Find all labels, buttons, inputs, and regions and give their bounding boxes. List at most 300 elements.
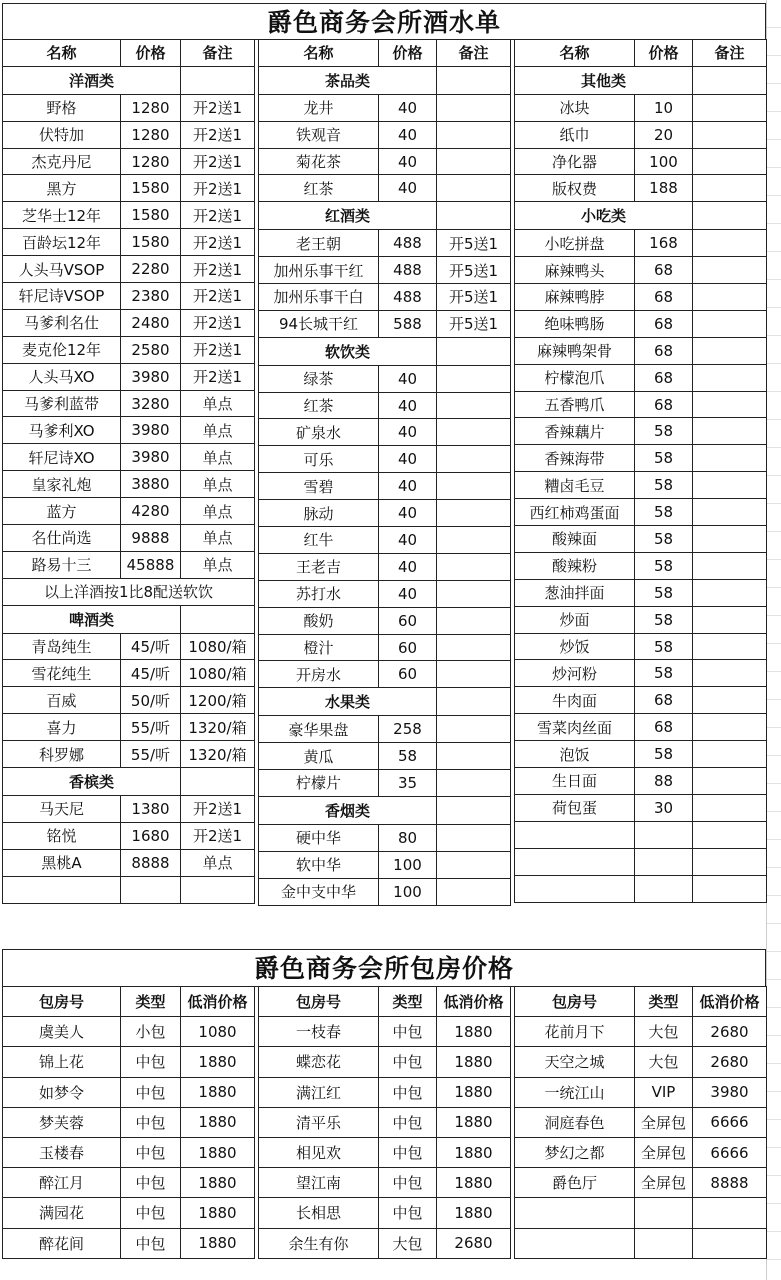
table-row — [515, 148, 767, 175]
note-cell — [437, 175, 511, 202]
price-cell: 68 — [635, 391, 693, 418]
note-cell: 开5送1 — [437, 284, 511, 311]
price-cell: 58 — [635, 526, 693, 553]
item-name-cell: 百威 — [3, 687, 121, 714]
table-row — [3, 822, 255, 849]
table-row — [515, 230, 767, 257]
note-cell — [693, 1228, 767, 1258]
item-name-cell — [515, 821, 635, 848]
price-cell: 1680 — [121, 822, 181, 849]
price-cell: 58 — [379, 743, 437, 770]
price-cell: 488 — [379, 257, 437, 284]
table-row — [259, 175, 511, 202]
item-name-cell: 醉江月 — [3, 1168, 121, 1198]
menu-panel-1 — [2, 39, 255, 904]
price-cell: 35 — [379, 770, 437, 797]
note-cell: 1320/箱 — [181, 714, 255, 741]
menu-panel-3 — [514, 39, 767, 903]
table-row — [3, 336, 255, 363]
table-row — [259, 661, 511, 688]
empty-cell — [437, 202, 511, 230]
table-row — [515, 445, 767, 472]
item-name-cell: 杰克丹尼 — [3, 148, 121, 175]
table-row — [3, 363, 255, 390]
note-cell: 2680 — [693, 1017, 767, 1047]
item-name-cell: 满江红 — [259, 1077, 379, 1107]
price-cell: 中包 — [121, 1137, 181, 1167]
item-name-cell: 版权费 — [515, 175, 635, 202]
item-name-cell: 香辣藕片 — [515, 418, 635, 445]
price-cell: 中包 — [379, 1198, 437, 1228]
column-header: 包房号 — [515, 987, 635, 1017]
table-row — [3, 417, 255, 444]
item-name-cell: 青岛纯生 — [3, 633, 121, 660]
note-cell — [437, 446, 511, 473]
table-row — [259, 230, 511, 257]
category-label: 红酒类 — [259, 202, 437, 230]
note-cell — [693, 579, 767, 606]
table-row — [515, 606, 767, 633]
table-row — [515, 1137, 767, 1167]
note-cell — [693, 526, 767, 553]
item-name-cell: 天空之城 — [515, 1047, 635, 1077]
category-row — [259, 688, 511, 716]
price-cell: 中包 — [121, 1077, 181, 1107]
empty-grid-area — [766, 0, 781, 1280]
note-cell: 1880 — [181, 1168, 255, 1198]
table-row — [515, 1198, 767, 1228]
note-cell — [437, 527, 511, 554]
note-cell: 开5送1 — [437, 257, 511, 284]
table-row — [3, 1047, 255, 1077]
item-name-cell: 五香鸭爪 — [515, 391, 635, 418]
price-cell: 58 — [635, 445, 693, 472]
price-cell: 1280 — [121, 121, 181, 148]
price-cell: 58 — [635, 606, 693, 633]
rooms-panel-2 — [258, 986, 511, 1259]
price-cell: 40 — [379, 446, 437, 473]
note-cell: 开2送1 — [181, 94, 255, 121]
price-cell: 中包 — [379, 1168, 437, 1198]
note-cell — [693, 821, 767, 848]
column-header: 名称 — [515, 40, 635, 67]
table-row — [259, 716, 511, 743]
table-row — [515, 1047, 767, 1077]
price-cell: 10 — [635, 94, 693, 121]
note-cell: 单点 — [181, 498, 255, 525]
price-cell: 68 — [635, 310, 693, 337]
column-header: 名称 — [259, 40, 379, 67]
price-cell: 中包 — [121, 1228, 181, 1258]
item-name-cell: 红茶 — [259, 392, 379, 419]
note-cell — [437, 121, 511, 148]
rooms-title: 爵色商务会所包房价格 — [2, 949, 766, 987]
item-name-cell: 菊花茶 — [259, 148, 379, 175]
table-row — [515, 175, 767, 202]
column-header: 备注 — [437, 40, 511, 67]
table-row — [3, 551, 255, 578]
price-cell: 88 — [635, 768, 693, 795]
category-label: 洋酒类 — [3, 66, 181, 94]
note-cell: 1880 — [437, 1107, 511, 1137]
note-text: 以上洋酒按1比8配送软饮 — [3, 578, 255, 605]
item-name-cell: 满园花 — [3, 1198, 121, 1228]
category-row — [259, 66, 511, 94]
note-cell — [437, 419, 511, 446]
note-cell: 2680 — [693, 1047, 767, 1077]
note-cell — [693, 848, 767, 875]
item-name-cell: 94长城干红 — [259, 310, 379, 337]
table-row — [259, 257, 511, 284]
price-cell: 100 — [379, 878, 437, 905]
note-cell — [437, 607, 511, 634]
note-row — [3, 578, 255, 605]
note-cell: 2680 — [437, 1228, 511, 1258]
note-cell — [693, 284, 767, 311]
table-row — [3, 471, 255, 498]
price-cell: 2480 — [121, 309, 181, 336]
note-cell — [437, 661, 511, 688]
header-row — [515, 987, 767, 1017]
table-row — [515, 1107, 767, 1137]
item-name-cell: 马爹利蓝带 — [3, 390, 121, 417]
note-cell — [693, 94, 767, 121]
price-cell: 3980 — [121, 363, 181, 390]
item-name-cell: 路易十三 — [3, 551, 121, 578]
table-row — [515, 821, 767, 848]
note-cell: 1880 — [437, 1047, 511, 1077]
item-name-cell: 可乐 — [259, 446, 379, 473]
item-name-cell: 炒面 — [515, 606, 635, 633]
price-cell: 68 — [635, 687, 693, 714]
table-row — [259, 500, 511, 527]
note-cell — [693, 337, 767, 364]
category-row — [259, 796, 511, 824]
note-cell — [437, 770, 511, 797]
table-row — [259, 148, 511, 175]
column-header: 类型 — [121, 987, 181, 1017]
item-name-cell: 轩尼诗VSOP — [3, 283, 121, 310]
note-cell: 单点 — [181, 471, 255, 498]
table-row — [259, 527, 511, 554]
note-cell: 1080 — [181, 1017, 255, 1047]
item-name-cell: 伏特加 — [3, 121, 121, 148]
table-row — [515, 714, 767, 741]
table-row — [515, 768, 767, 795]
note-cell — [437, 500, 511, 527]
note-cell: 开2送1 — [181, 309, 255, 336]
table-row — [515, 579, 767, 606]
note-cell — [693, 175, 767, 202]
price-cell — [635, 821, 693, 848]
table-row — [3, 1228, 255, 1258]
table-row — [3, 633, 255, 660]
price-cell: 45888 — [121, 551, 181, 578]
price-cell: 3980 — [121, 444, 181, 471]
table-row — [259, 284, 511, 311]
note-cell — [437, 94, 511, 121]
column-header: 备注 — [181, 40, 255, 67]
table-row — [3, 687, 255, 714]
price-cell: 58 — [635, 552, 693, 579]
column-header: 价格 — [121, 40, 181, 67]
item-name-cell: 糟卤毛豆 — [515, 472, 635, 499]
table-row — [259, 1137, 511, 1167]
price-cell: 大包 — [379, 1228, 437, 1258]
note-cell: 开2送1 — [181, 336, 255, 363]
item-name-cell: 花前月下 — [515, 1017, 635, 1047]
price-cell: 中包 — [379, 1047, 437, 1077]
note-cell — [437, 392, 511, 419]
empty-cell — [437, 688, 511, 716]
item-name-cell — [515, 848, 635, 875]
price-cell: 588 — [379, 310, 437, 337]
price-cell: 中包 — [379, 1107, 437, 1137]
note-cell: 开2送1 — [181, 256, 255, 283]
menu-title: 爵色商务会所酒水单 — [2, 3, 766, 40]
price-cell: 58 — [635, 741, 693, 768]
note-cell — [437, 716, 511, 743]
note-cell: 单点 — [181, 525, 255, 552]
empty-cell — [437, 796, 511, 824]
table-row — [515, 418, 767, 445]
column-header: 类型 — [379, 987, 437, 1017]
category-label: 香槟类 — [3, 768, 181, 796]
item-name-cell: 雪花纯生 — [3, 660, 121, 687]
table-row — [259, 1047, 511, 1077]
item-name-cell: 洞庭春色 — [515, 1107, 635, 1137]
item-name-cell: 马爹利名仕 — [3, 309, 121, 336]
price-cell: 4280 — [121, 498, 181, 525]
table-row — [259, 743, 511, 770]
item-name-cell: 柠檬片 — [259, 770, 379, 797]
category-label: 茶品类 — [259, 66, 437, 94]
table-row — [3, 121, 255, 148]
note-cell: 6666 — [693, 1107, 767, 1137]
item-name-cell: 余生有你 — [259, 1228, 379, 1258]
table-row — [515, 121, 767, 148]
price-cell: 全屏包 — [635, 1137, 693, 1167]
price-cell: 40 — [379, 365, 437, 392]
table-row — [3, 175, 255, 202]
note-cell: 1880 — [437, 1077, 511, 1107]
price-cell — [121, 876, 181, 903]
item-name-cell: 黑方 — [3, 175, 121, 202]
item-name-cell: 荷包蛋 — [515, 794, 635, 821]
price-cell: 188 — [635, 175, 693, 202]
table-row — [515, 848, 767, 875]
header-row — [3, 987, 255, 1017]
note-cell: 开2送1 — [181, 175, 255, 202]
note-cell — [437, 743, 511, 770]
price-cell: 中包 — [121, 1047, 181, 1077]
price-cell: 258 — [379, 716, 437, 743]
price-cell: 3880 — [121, 471, 181, 498]
rooms-panel-1 — [2, 986, 255, 1259]
price-cell: 20 — [635, 121, 693, 148]
table-row — [515, 1228, 767, 1258]
item-name-cell: 纸巾 — [515, 121, 635, 148]
item-name-cell: 百龄坛12年 — [3, 229, 121, 256]
item-name-cell: 王老吉 — [259, 553, 379, 580]
table-row — [515, 499, 767, 526]
note-cell — [437, 580, 511, 607]
item-name-cell: 清平乐 — [259, 1107, 379, 1137]
empty-cell — [437, 66, 511, 94]
category-label: 软饮类 — [259, 337, 437, 365]
table-row — [3, 1107, 255, 1137]
price-cell: 45/听 — [121, 633, 181, 660]
empty-cell — [693, 66, 767, 94]
item-name-cell: 马爹利XO — [3, 417, 121, 444]
item-name-cell: 虞美人 — [3, 1017, 121, 1047]
table-row — [515, 94, 767, 121]
table-row — [3, 849, 255, 876]
note-cell — [693, 606, 767, 633]
category-row — [3, 66, 255, 94]
item-name-cell: 苏打水 — [259, 580, 379, 607]
item-name-cell: 麻辣鸭头 — [515, 257, 635, 284]
price-cell: 168 — [635, 230, 693, 257]
table-row — [259, 580, 511, 607]
price-cell: 中包 — [379, 1077, 437, 1107]
column-header: 低消价格 — [437, 987, 511, 1017]
column-header: 低消价格 — [181, 987, 255, 1017]
table-row — [515, 310, 767, 337]
price-cell: 中包 — [379, 1137, 437, 1167]
table-row — [259, 121, 511, 148]
item-name-cell: 净化器 — [515, 148, 635, 175]
item-name-cell: 蝶恋花 — [259, 1047, 379, 1077]
price-cell: 40 — [379, 148, 437, 175]
price-cell: 中包 — [121, 1168, 181, 1198]
item-name-cell: 马天尼 — [3, 795, 121, 822]
item-name-cell: 红牛 — [259, 527, 379, 554]
table-row — [259, 1228, 511, 1258]
price-cell: VIP — [635, 1077, 693, 1107]
column-header: 包房号 — [3, 987, 121, 1017]
column-header: 包房号 — [259, 987, 379, 1017]
note-cell: 开2送1 — [181, 202, 255, 229]
table-row — [3, 390, 255, 417]
item-name-cell: 人头马XO — [3, 363, 121, 390]
note-cell — [437, 851, 511, 878]
empty-cell — [181, 66, 255, 94]
note-cell: 1880 — [437, 1137, 511, 1167]
table-row — [515, 1168, 767, 1198]
note-cell — [693, 633, 767, 660]
note-cell: 开2送1 — [181, 795, 255, 822]
item-name-cell: 科罗娜 — [3, 741, 121, 768]
note-cell — [693, 875, 767, 902]
table-row — [515, 337, 767, 364]
note-cell: 1320/箱 — [181, 741, 255, 768]
item-name-cell: 长相思 — [259, 1198, 379, 1228]
note-cell: 1880 — [181, 1228, 255, 1258]
item-name-cell: 铁观音 — [259, 121, 379, 148]
price-cell: 1280 — [121, 94, 181, 121]
item-name-cell: 矿泉水 — [259, 419, 379, 446]
column-header: 价格 — [635, 40, 693, 67]
table-row — [3, 202, 255, 229]
item-name-cell: 柠檬泡爪 — [515, 364, 635, 391]
category-label: 其他类 — [515, 66, 693, 94]
price-cell — [635, 1198, 693, 1228]
item-name-cell: 小吃拼盘 — [515, 230, 635, 257]
price-cell — [635, 1228, 693, 1258]
note-cell: 1200/箱 — [181, 687, 255, 714]
note-cell: 开5送1 — [437, 310, 511, 337]
price-cell: 1580 — [121, 229, 181, 256]
item-name-cell: 玉楼春 — [3, 1137, 121, 1167]
note-cell: 6666 — [693, 1137, 767, 1167]
item-name-cell: 麦克伦12年 — [3, 336, 121, 363]
item-name-cell: 开房水 — [259, 661, 379, 688]
price-cell: 2280 — [121, 256, 181, 283]
price-cell: 40 — [379, 580, 437, 607]
header-row — [515, 40, 767, 67]
note-cell: 3980 — [693, 1077, 767, 1107]
header-row — [259, 987, 511, 1017]
item-name-cell: 相见欢 — [259, 1137, 379, 1167]
price-cell: 30 — [635, 794, 693, 821]
item-name-cell: 金中支中华 — [259, 878, 379, 905]
price-cell: 68 — [635, 257, 693, 284]
table-row — [515, 1017, 767, 1047]
item-name-cell: 绝味鸭肠 — [515, 310, 635, 337]
item-name-cell: 炒河粉 — [515, 660, 635, 687]
price-cell — [635, 875, 693, 902]
table-row — [3, 1137, 255, 1167]
note-cell: 单点 — [181, 444, 255, 471]
note-cell — [693, 418, 767, 445]
price-cell: 488 — [379, 284, 437, 311]
price-cell — [635, 848, 693, 875]
note-cell: 1880 — [437, 1168, 511, 1198]
price-cell: 小包 — [121, 1017, 181, 1047]
column-header: 类型 — [635, 987, 693, 1017]
table-row — [3, 229, 255, 256]
price-cell: 9888 — [121, 525, 181, 552]
price-cell: 58 — [635, 660, 693, 687]
price-cell: 1580 — [121, 175, 181, 202]
note-cell: 8888 — [693, 1168, 767, 1198]
item-name-cell: 麻辣鸭架骨 — [515, 337, 635, 364]
column-header: 名称 — [3, 40, 121, 67]
price-cell: 40 — [379, 419, 437, 446]
item-name-cell: 酸辣粉 — [515, 552, 635, 579]
item-name-cell: 锦上花 — [3, 1047, 121, 1077]
note-cell: 开2送1 — [181, 229, 255, 256]
price-cell: 8888 — [121, 849, 181, 876]
price-cell: 中包 — [121, 1107, 181, 1137]
note-cell: 开2送1 — [181, 283, 255, 310]
note-cell: 1080/箱 — [181, 633, 255, 660]
price-cell: 488 — [379, 230, 437, 257]
price-cell: 100 — [379, 851, 437, 878]
note-cell — [693, 1198, 767, 1228]
table-row — [3, 498, 255, 525]
item-name-cell: 豪华果盘 — [259, 716, 379, 743]
item-name-cell: 酸辣面 — [515, 526, 635, 553]
category-row — [3, 768, 255, 796]
note-cell: 单点 — [181, 849, 255, 876]
item-name-cell: 硬中华 — [259, 824, 379, 851]
category-row — [259, 202, 511, 230]
price-cell: 68 — [635, 337, 693, 364]
note-cell: 1880 — [437, 1017, 511, 1047]
category-label: 啤酒类 — [3, 605, 181, 633]
